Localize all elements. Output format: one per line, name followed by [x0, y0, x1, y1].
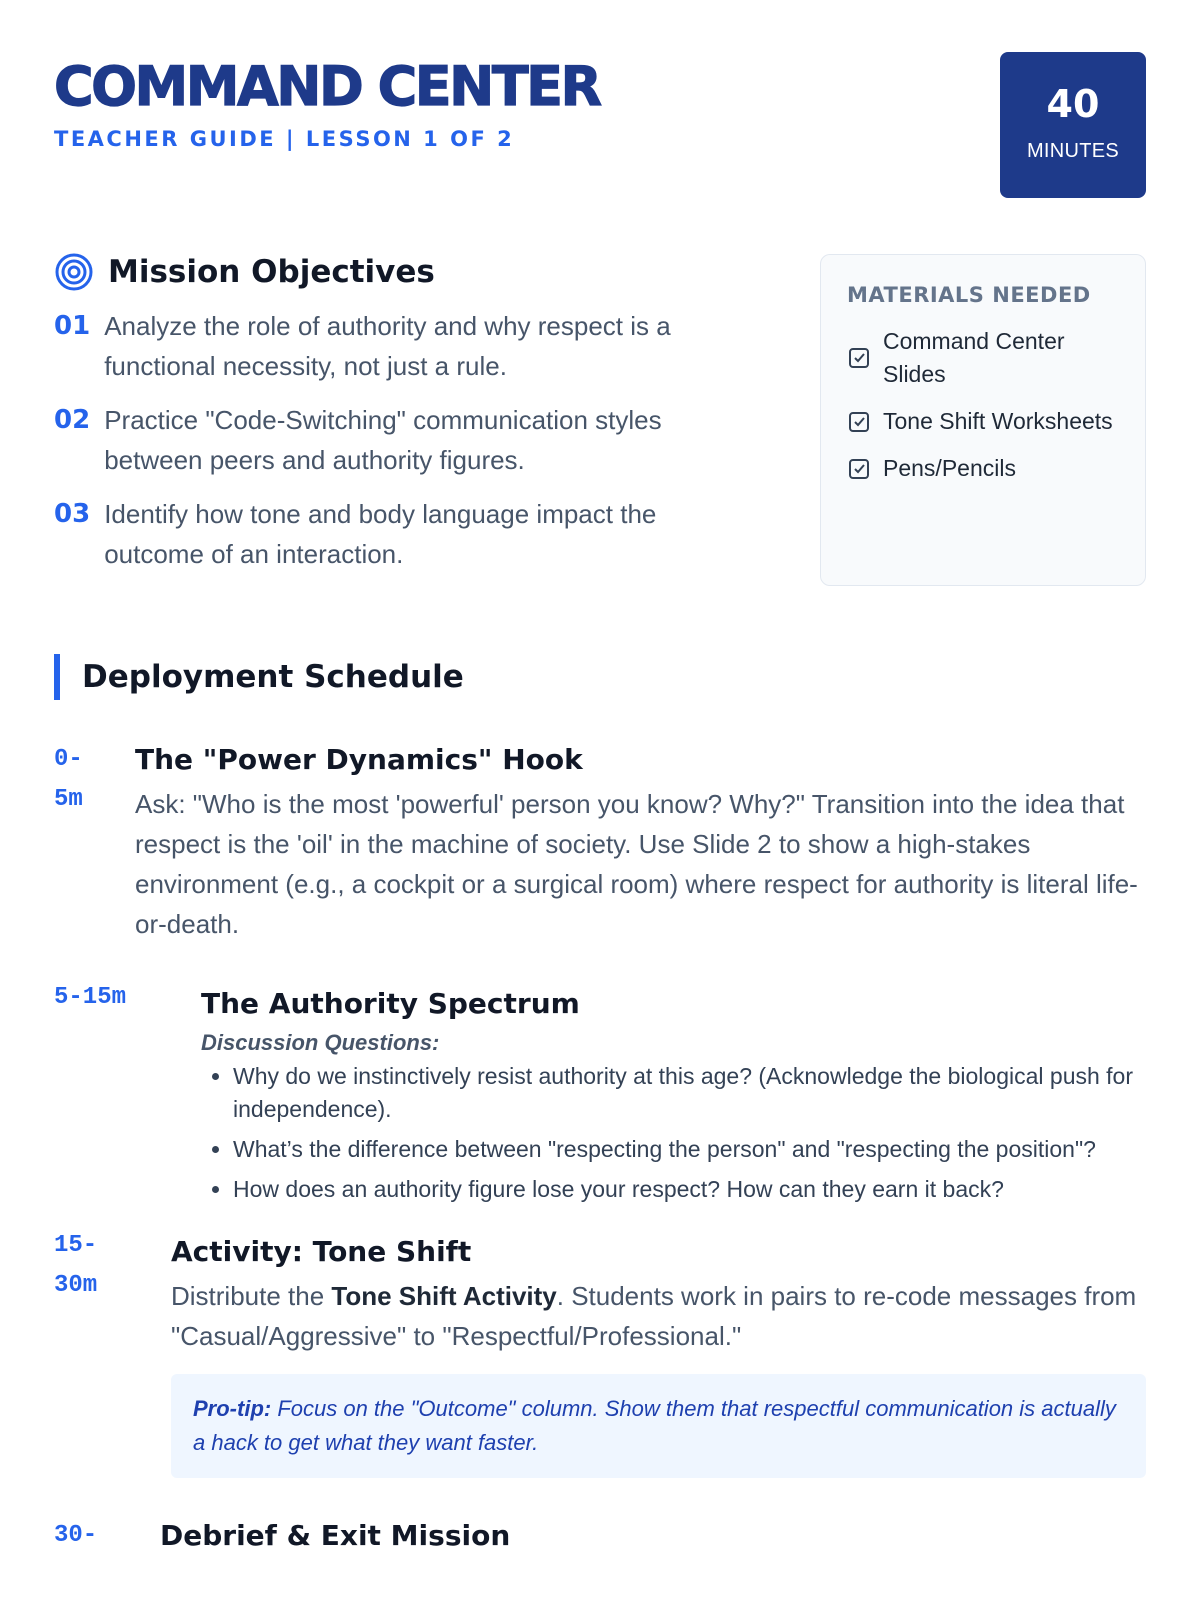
checkbox-icon — [847, 457, 871, 481]
objectives-list — [54, 306, 754, 574]
body-text: . Students work in pairs to re-code messages from "Casual/Aggressive" to "Respectful/Professional." — [171, 1281, 1137, 1351]
block-body — [171, 1276, 1146, 1356]
materials-panel — [820, 254, 1146, 586]
objective-number: 02 — [54, 405, 91, 435]
body-text: Distribute the — [171, 1281, 332, 1311]
block-time: 30- — [54, 1522, 98, 1549]
objectives-heading: Mission Objectives — [108, 254, 435, 290]
material-item — [847, 405, 1119, 438]
duration-label: MINUTES — [1026, 140, 1120, 162]
discussion-question: • Why do we instinctively resist authority at this age? (Acknowledge the biological push for independence). — [233, 1060, 1146, 1126]
objective-item — [54, 306, 754, 386]
deployment-schedule-section — [54, 654, 1146, 1556]
objectives-heading-row — [54, 252, 754, 292]
block-title: Activity: Tone Shift — [171, 1235, 472, 1268]
page-title: COMMAND CENTER — [54, 55, 600, 118]
objective-text: Practice "Code-Switching" communication styles between peers and authority figures. — [104, 405, 662, 475]
discussion-list — [201, 1060, 1146, 1206]
block-time: 0-5m — [54, 746, 83, 813]
duration-value: 40 — [1046, 82, 1100, 126]
objective-item — [54, 494, 754, 574]
block-time: 15-30m — [54, 1232, 98, 1299]
protip-callout — [171, 1374, 1146, 1478]
objective-number: 01 — [54, 311, 91, 341]
materials-list — [847, 325, 1119, 485]
materials-title: MATERIALS NEEDED — [847, 283, 1091, 307]
checkbox-icon — [847, 410, 871, 434]
block-time: 5-15m — [54, 984, 127, 1011]
schedule-heading: Deployment Schedule — [54, 654, 1146, 700]
discussion-question: • What’s the difference between "respecting the person" and "respecting the position"? — [233, 1133, 1146, 1166]
schedule-block — [54, 740, 1146, 944]
block-body: Ask: "Who is the most 'powerful' person you know? Why?" Transition into the idea that respect is the 'oil' in the machine of society. Use Slide 2 to show a high-stakes environment (e.g., a cockpit or a surgical room) where respect for authority is literal life-or-death. — [135, 789, 1138, 939]
material-item — [847, 325, 1119, 391]
block-title: The Authority Spectrum — [201, 987, 580, 1020]
objective-text: Analyze the role of authority and why respect is a functional necessity, not just a rule. — [104, 311, 671, 381]
page-header — [54, 52, 1146, 162]
objective-text: Identify how tone and body language impact the outcome of an interaction. — [104, 499, 657, 569]
material-label: Command Center Slides — [883, 328, 1065, 387]
material-label: Pens/Pencils — [883, 455, 1016, 481]
block-title: Debrief & Exit Mission — [160, 1519, 511, 1552]
discussion-question: • How does an authority figure lose your respect? How can they earn it back? — [233, 1173, 1146, 1206]
protip-text: Focus on the "Outcome" column. Show them that respectful communication is actually a hack to get what they want faster. — [193, 1396, 1116, 1455]
schedule-block — [54, 1232, 1146, 1478]
material-label: Tone Shift Worksheets — [883, 408, 1113, 434]
checkbox-icon — [847, 346, 871, 370]
objective-number: 03 — [54, 499, 91, 529]
activity-name: Tone Shift Activity — [331, 1281, 557, 1311]
objective-item — [54, 400, 754, 480]
schedule-block — [54, 984, 1146, 1206]
protip-label: Pro-tip: — [193, 1396, 272, 1421]
target-icon — [54, 252, 94, 292]
schedule-block — [54, 1516, 1146, 1556]
material-item — [847, 452, 1119, 485]
mission-objectives-section — [54, 252, 754, 588]
block-title: The "Power Dynamics" Hook — [135, 743, 583, 776]
discussion-label: Discussion Questions: — [201, 1030, 440, 1055]
duration-badge — [1000, 52, 1146, 198]
page-subtitle: TEACHER GUIDE | LESSON 1 OF 2 — [54, 127, 515, 151]
